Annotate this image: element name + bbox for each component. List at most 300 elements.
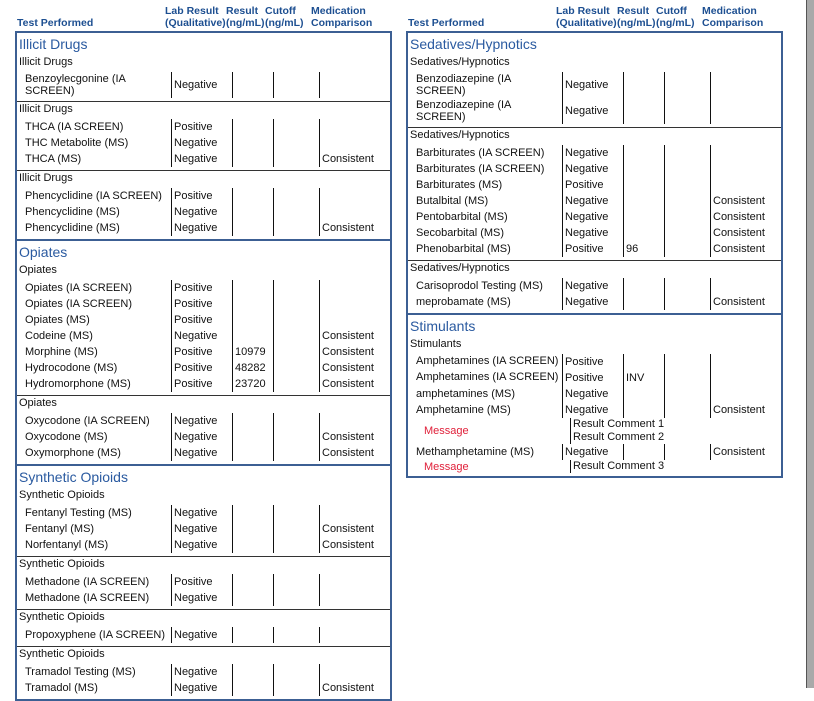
lab-result: Negative bbox=[171, 151, 232, 167]
result-value bbox=[232, 590, 273, 606]
section-title: Stimulants bbox=[410, 318, 476, 334]
test-name: Codeine (MS) bbox=[25, 330, 93, 342]
result-value: 10979 bbox=[232, 344, 273, 360]
message-link[interactable]: Message bbox=[424, 460, 469, 473]
result-value bbox=[232, 627, 273, 643]
cutoff-value bbox=[273, 312, 319, 328]
result-value: 96 bbox=[623, 241, 664, 257]
result-value bbox=[623, 177, 664, 193]
test-name: Barbiturates (IA SCREEN) bbox=[416, 147, 545, 159]
medication-comparison bbox=[319, 188, 390, 204]
group-rows bbox=[17, 186, 390, 239]
medication-comparison bbox=[319, 280, 390, 296]
test-group bbox=[17, 488, 390, 556]
cutoff-value bbox=[273, 376, 319, 392]
cutoff-value bbox=[664, 294, 710, 310]
cutoff-value bbox=[664, 241, 710, 257]
test-name: Morphine (MS) bbox=[25, 346, 98, 358]
table-row bbox=[17, 135, 390, 151]
section-title: Sedatives/Hypnotics bbox=[410, 36, 537, 52]
vertical-scrollbar[interactable] bbox=[806, 0, 814, 688]
test-group bbox=[408, 337, 781, 476]
test-name: Phencyclidine (MS) bbox=[25, 206, 120, 218]
header-lab-result: Lab Result (Qualitative) bbox=[165, 5, 226, 29]
message-row bbox=[408, 418, 781, 444]
medication-comparison: Consistent bbox=[710, 444, 781, 460]
result-value bbox=[232, 312, 273, 328]
table-row bbox=[17, 328, 390, 344]
test-name: Phencyclidine (MS) bbox=[25, 222, 120, 234]
lab-result: Negative bbox=[171, 204, 232, 220]
medication-comparison bbox=[319, 135, 390, 151]
medication-comparison: Consistent bbox=[319, 521, 390, 537]
result-comments bbox=[570, 460, 781, 473]
table-row bbox=[17, 151, 390, 167]
lab-result: Positive bbox=[562, 370, 623, 386]
table-row bbox=[408, 241, 781, 257]
table-row bbox=[17, 360, 390, 376]
lab-result: Negative bbox=[562, 294, 623, 310]
table-row bbox=[408, 193, 781, 209]
header-result: Result (ng/mL) bbox=[617, 5, 656, 29]
lab-result: Negative bbox=[171, 537, 232, 553]
group-label: Synthetic Opioids bbox=[19, 648, 105, 660]
lab-result: Negative bbox=[562, 72, 623, 98]
group-rows bbox=[408, 70, 781, 127]
test-name: Norfentanyl (MS) bbox=[25, 539, 109, 551]
result-value bbox=[623, 209, 664, 225]
lab-result: Positive bbox=[171, 119, 232, 135]
lab-result: Negative bbox=[171, 429, 232, 445]
medication-comparison bbox=[319, 296, 390, 312]
test-name: Propoxyphene (IA SCREEN) bbox=[25, 629, 166, 641]
result-value: INV bbox=[623, 370, 664, 386]
result-comment: Result Comment 2 bbox=[573, 431, 665, 443]
lab-result: Negative bbox=[562, 402, 623, 418]
lab-result: Positive bbox=[171, 188, 232, 204]
medication-comparison bbox=[319, 204, 390, 220]
group-rows bbox=[17, 411, 390, 464]
medication-comparison bbox=[319, 72, 390, 98]
test-name: Hydromorphone (MS) bbox=[25, 378, 131, 390]
cutoff-value bbox=[664, 161, 710, 177]
table-row bbox=[17, 503, 390, 521]
test-name: Barbiturates (MS) bbox=[416, 179, 503, 191]
table-row bbox=[17, 312, 390, 328]
group-label: Sedatives/Hypnotics bbox=[410, 56, 510, 68]
cutoff-value bbox=[664, 98, 710, 124]
test-name: THCA (IA SCREEN) bbox=[25, 121, 124, 133]
lab-result: Positive bbox=[171, 360, 232, 376]
table-row bbox=[17, 204, 390, 220]
lab-result: Negative bbox=[171, 521, 232, 537]
header-cutoff: Cutoff (ng/mL) bbox=[265, 5, 304, 29]
table-row bbox=[17, 625, 390, 643]
cutoff-value bbox=[664, 145, 710, 161]
group-rows bbox=[408, 276, 781, 313]
test-name: Methadone (IA SCREEN) bbox=[25, 592, 150, 604]
table-row bbox=[408, 386, 781, 402]
cutoff-value bbox=[273, 445, 319, 461]
header-test-performed: Test Performed bbox=[408, 16, 485, 29]
column-header bbox=[406, 0, 783, 31]
lab-result: Positive bbox=[171, 376, 232, 392]
test-name: Phenobarbital (MS) bbox=[416, 243, 511, 255]
table-row bbox=[408, 177, 781, 193]
table-row bbox=[408, 370, 781, 386]
result-value bbox=[232, 505, 273, 521]
test-name: Benzodiazepine (IA SCREEN) bbox=[416, 73, 511, 97]
result-value bbox=[232, 204, 273, 220]
column-header bbox=[15, 0, 392, 31]
table-row bbox=[17, 429, 390, 445]
lab-result: Negative bbox=[171, 220, 232, 236]
table-row bbox=[17, 278, 390, 296]
test-name: Phencyclidine (IA SCREEN) bbox=[25, 190, 162, 202]
group-rows bbox=[17, 503, 390, 556]
section-sedatives-hypnotics bbox=[408, 33, 781, 313]
lab-result: Negative bbox=[171, 445, 232, 461]
table-row bbox=[408, 276, 781, 294]
message-row bbox=[408, 460, 781, 473]
test-name: Oxymorphone (MS) bbox=[25, 447, 121, 459]
section-stimulants bbox=[408, 313, 781, 476]
medication-comparison bbox=[710, 72, 781, 98]
header-lab-result: Lab Result (Qualitative) bbox=[556, 5, 617, 29]
test-name: Methadone (IA SCREEN) bbox=[25, 576, 150, 588]
result-comment: Result Comment 1 bbox=[573, 418, 665, 430]
test-group bbox=[17, 609, 390, 646]
table-row bbox=[408, 444, 781, 460]
result-value bbox=[623, 225, 664, 241]
result-value bbox=[623, 145, 664, 161]
result-value bbox=[232, 135, 273, 151]
medication-comparison: Consistent bbox=[710, 402, 781, 418]
group-rows bbox=[17, 625, 390, 646]
medication-comparison: Consistent bbox=[710, 225, 781, 241]
test-name: THC Metabolite (MS) bbox=[25, 137, 129, 149]
table-row bbox=[17, 572, 390, 590]
test-name: Oxycodone (IA SCREEN) bbox=[25, 415, 150, 427]
cutoff-value bbox=[664, 444, 710, 460]
test-group bbox=[17, 263, 390, 395]
test-group bbox=[408, 127, 781, 260]
test-name: Oxycodone (MS) bbox=[25, 431, 108, 443]
result-value bbox=[232, 220, 273, 236]
section-title: Illicit Drugs bbox=[19, 36, 88, 52]
test-name: Secobarbital (MS) bbox=[416, 227, 505, 239]
table-row bbox=[17, 296, 390, 312]
cutoff-value bbox=[273, 360, 319, 376]
test-name: Butalbital (MS) bbox=[416, 195, 489, 207]
cutoff-value bbox=[273, 220, 319, 236]
results-box bbox=[15, 31, 392, 701]
cutoff-value bbox=[273, 151, 319, 167]
lab-result: Negative bbox=[171, 627, 232, 643]
result-value bbox=[232, 188, 273, 204]
result-value bbox=[623, 402, 664, 418]
group-rows bbox=[408, 143, 781, 260]
medication-comparison bbox=[710, 354, 781, 370]
lab-result: Negative bbox=[562, 161, 623, 177]
lab-result: Negative bbox=[562, 225, 623, 241]
lab-result: Positive bbox=[171, 344, 232, 360]
result-value bbox=[232, 151, 273, 167]
cutoff-value bbox=[273, 537, 319, 553]
medication-comparison: Consistent bbox=[319, 220, 390, 236]
medication-comparison: Consistent bbox=[319, 376, 390, 392]
cutoff-value bbox=[273, 413, 319, 429]
cutoff-value bbox=[273, 590, 319, 606]
cutoff-value bbox=[664, 370, 710, 386]
lab-result: Negative bbox=[171, 135, 232, 151]
test-name: THCA (MS) bbox=[25, 153, 82, 165]
test-name: Tramadol Testing (MS) bbox=[25, 666, 136, 678]
medication-comparison: Consistent bbox=[319, 680, 390, 696]
result-value bbox=[232, 445, 273, 461]
cutoff-value bbox=[273, 204, 319, 220]
group-label: Stimulants bbox=[410, 338, 462, 350]
result-value bbox=[232, 664, 273, 680]
test-name: Barbiturates (IA SCREEN) bbox=[416, 163, 545, 175]
medication-comparison bbox=[319, 664, 390, 680]
group-label: Synthetic Opioids bbox=[19, 558, 105, 570]
cutoff-value bbox=[273, 664, 319, 680]
table-row bbox=[17, 680, 390, 696]
test-name: Fentanyl (MS) bbox=[25, 523, 95, 535]
medication-comparison: Consistent bbox=[710, 209, 781, 225]
table-row bbox=[408, 402, 781, 418]
section-opiates bbox=[17, 239, 390, 464]
test-name: Pentobarbital (MS) bbox=[416, 211, 508, 223]
medication-comparison bbox=[710, 145, 781, 161]
lab-result: Positive bbox=[171, 574, 232, 590]
lab-result: Negative bbox=[562, 98, 623, 124]
test-name: Tramadol (MS) bbox=[25, 682, 98, 694]
result-comments bbox=[570, 418, 781, 444]
cutoff-value bbox=[664, 72, 710, 98]
test-name: Fentanyl Testing (MS) bbox=[25, 507, 132, 519]
medication-comparison bbox=[710, 386, 781, 402]
table-row bbox=[17, 411, 390, 429]
test-group bbox=[17, 395, 390, 464]
lab-result: Positive bbox=[562, 177, 623, 193]
group-label: Opiates bbox=[19, 264, 57, 276]
table-row bbox=[408, 294, 781, 310]
medication-comparison: Consistent bbox=[710, 294, 781, 310]
lab-result: Negative bbox=[562, 193, 623, 209]
medication-comparison bbox=[710, 98, 781, 124]
table-row bbox=[17, 117, 390, 135]
test-name: meprobamate (MS) bbox=[416, 296, 511, 308]
test-name: Amphetamine (MS) bbox=[416, 404, 511, 416]
group-label: Sedatives/Hypnotics bbox=[410, 129, 510, 141]
table-row bbox=[408, 70, 781, 98]
cutoff-value bbox=[273, 72, 319, 98]
table-row bbox=[17, 344, 390, 360]
medication-comparison bbox=[319, 505, 390, 521]
table-row bbox=[408, 352, 781, 370]
medication-comparison: Consistent bbox=[710, 193, 781, 209]
section-title: Opiates bbox=[19, 244, 68, 260]
lab-result: Negative bbox=[171, 505, 232, 521]
table-row bbox=[17, 376, 390, 392]
lab-result: Positive bbox=[562, 354, 623, 370]
cutoff-value bbox=[273, 119, 319, 135]
lab-result: Negative bbox=[562, 278, 623, 294]
cutoff-value bbox=[664, 193, 710, 209]
medication-comparison bbox=[319, 627, 390, 643]
medication-comparison: Consistent bbox=[319, 537, 390, 553]
table-row bbox=[408, 161, 781, 177]
header-medication-comparison: Medication Comparison bbox=[311, 5, 373, 29]
group-rows bbox=[17, 117, 390, 170]
result-value bbox=[232, 537, 273, 553]
test-name: Amphetamines (IA SCREEN) bbox=[416, 371, 559, 383]
cutoff-value bbox=[273, 296, 319, 312]
test-group bbox=[408, 260, 781, 313]
header-result: Result (ng/mL) bbox=[226, 5, 265, 29]
cutoff-value bbox=[664, 386, 710, 402]
table-row bbox=[17, 662, 390, 680]
result-value bbox=[623, 72, 664, 98]
section-title: Synthetic Opioids bbox=[19, 469, 128, 485]
medication-comparison bbox=[319, 413, 390, 429]
group-rows bbox=[408, 352, 781, 476]
cutoff-value bbox=[273, 280, 319, 296]
result-value bbox=[623, 161, 664, 177]
test-name: Opiates (IA SCREEN) bbox=[25, 282, 132, 294]
test-name: Opiates (MS) bbox=[25, 314, 90, 326]
medication-comparison: Consistent bbox=[319, 429, 390, 445]
medication-comparison bbox=[319, 574, 390, 590]
test-name: Amphetamines (IA SCREEN) bbox=[416, 355, 559, 367]
test-name: Methamphetamine (MS) bbox=[416, 446, 534, 458]
cutoff-value bbox=[664, 177, 710, 193]
result-value bbox=[232, 680, 273, 696]
cutoff-value bbox=[664, 402, 710, 418]
lab-result: Negative bbox=[171, 664, 232, 680]
test-group bbox=[408, 55, 781, 127]
medication-comparison bbox=[710, 370, 781, 386]
lab-result: Negative bbox=[171, 72, 232, 98]
test-name: Carisoprodol Testing (MS) bbox=[416, 280, 543, 292]
group-label: Synthetic Opioids bbox=[19, 489, 105, 501]
cutoff-value bbox=[273, 328, 319, 344]
test-group bbox=[17, 55, 390, 101]
result-value bbox=[232, 521, 273, 537]
table-row bbox=[17, 220, 390, 236]
result-value bbox=[232, 280, 273, 296]
table-row bbox=[17, 537, 390, 553]
medication-comparison: Consistent bbox=[710, 241, 781, 257]
lab-result: Negative bbox=[171, 590, 232, 606]
lab-result: Positive bbox=[562, 241, 623, 257]
lab-result: Negative bbox=[562, 386, 623, 402]
test-name: amphetamines (MS) bbox=[416, 388, 516, 400]
table-row bbox=[17, 445, 390, 461]
result-value: 23720 bbox=[232, 376, 273, 392]
lab-result: Positive bbox=[171, 312, 232, 328]
test-name: Benzoylecgonine (IA SCREEN) bbox=[25, 73, 126, 97]
result-value bbox=[623, 386, 664, 402]
medication-comparison bbox=[319, 312, 390, 328]
table-row bbox=[408, 225, 781, 241]
cutoff-value bbox=[273, 627, 319, 643]
lab-result: Negative bbox=[171, 413, 232, 429]
group-rows bbox=[17, 662, 390, 699]
result-value bbox=[232, 72, 273, 98]
header-cutoff: Cutoff (ng/mL) bbox=[656, 5, 695, 29]
table-row bbox=[17, 70, 390, 98]
test-name: Opiates (IA SCREEN) bbox=[25, 298, 132, 310]
test-name: Hydrocodone (MS) bbox=[25, 362, 118, 374]
medication-comparison bbox=[319, 119, 390, 135]
table-row bbox=[17, 521, 390, 537]
medication-comparison: Consistent bbox=[319, 360, 390, 376]
message-link[interactable]: Message bbox=[424, 425, 469, 437]
cutoff-value bbox=[273, 429, 319, 445]
medication-comparison bbox=[710, 161, 781, 177]
medication-comparison bbox=[319, 590, 390, 606]
table-row bbox=[408, 98, 781, 124]
right-results-panel bbox=[406, 0, 783, 478]
test-group bbox=[17, 170, 390, 239]
cutoff-value bbox=[273, 344, 319, 360]
group-rows bbox=[17, 70, 390, 101]
cutoff-value bbox=[664, 209, 710, 225]
lab-result: Positive bbox=[171, 280, 232, 296]
result-value bbox=[623, 354, 664, 370]
medication-comparison: Consistent bbox=[319, 344, 390, 360]
lab-result: Negative bbox=[171, 328, 232, 344]
group-label: Opiates bbox=[19, 397, 57, 409]
table-row bbox=[17, 590, 390, 606]
medication-comparison: Consistent bbox=[319, 328, 390, 344]
test-group bbox=[17, 646, 390, 699]
result-value bbox=[232, 296, 273, 312]
result-value bbox=[232, 328, 273, 344]
group-rows bbox=[17, 572, 390, 609]
group-label: Illicit Drugs bbox=[19, 172, 73, 184]
header-test-performed: Test Performed bbox=[17, 16, 94, 29]
result-value bbox=[623, 193, 664, 209]
group-rows bbox=[17, 278, 390, 395]
result-value bbox=[623, 98, 664, 124]
header-medication-comparison: Medication Comparison bbox=[702, 5, 764, 29]
section-synthetic-opioids bbox=[17, 464, 390, 699]
medication-comparison: Consistent bbox=[319, 445, 390, 461]
cutoff-value bbox=[273, 521, 319, 537]
medication-comparison: Consistent bbox=[319, 151, 390, 167]
cutoff-value bbox=[273, 188, 319, 204]
medication-comparison bbox=[710, 177, 781, 193]
lab-result: Negative bbox=[562, 209, 623, 225]
cutoff-value bbox=[273, 574, 319, 590]
cutoff-value bbox=[273, 505, 319, 521]
result-value bbox=[232, 413, 273, 429]
result-comment: Result Comment 3 bbox=[573, 460, 665, 472]
section-illicit-drugs bbox=[17, 33, 390, 239]
table-row bbox=[408, 143, 781, 161]
cutoff-value bbox=[664, 225, 710, 241]
results-box bbox=[406, 31, 783, 478]
group-label: Illicit Drugs bbox=[19, 103, 73, 115]
result-value bbox=[232, 119, 273, 135]
cutoff-value bbox=[664, 278, 710, 294]
result-value: 48282 bbox=[232, 360, 273, 376]
test-name: Benzodiazepine (IA SCREEN) bbox=[416, 99, 511, 123]
